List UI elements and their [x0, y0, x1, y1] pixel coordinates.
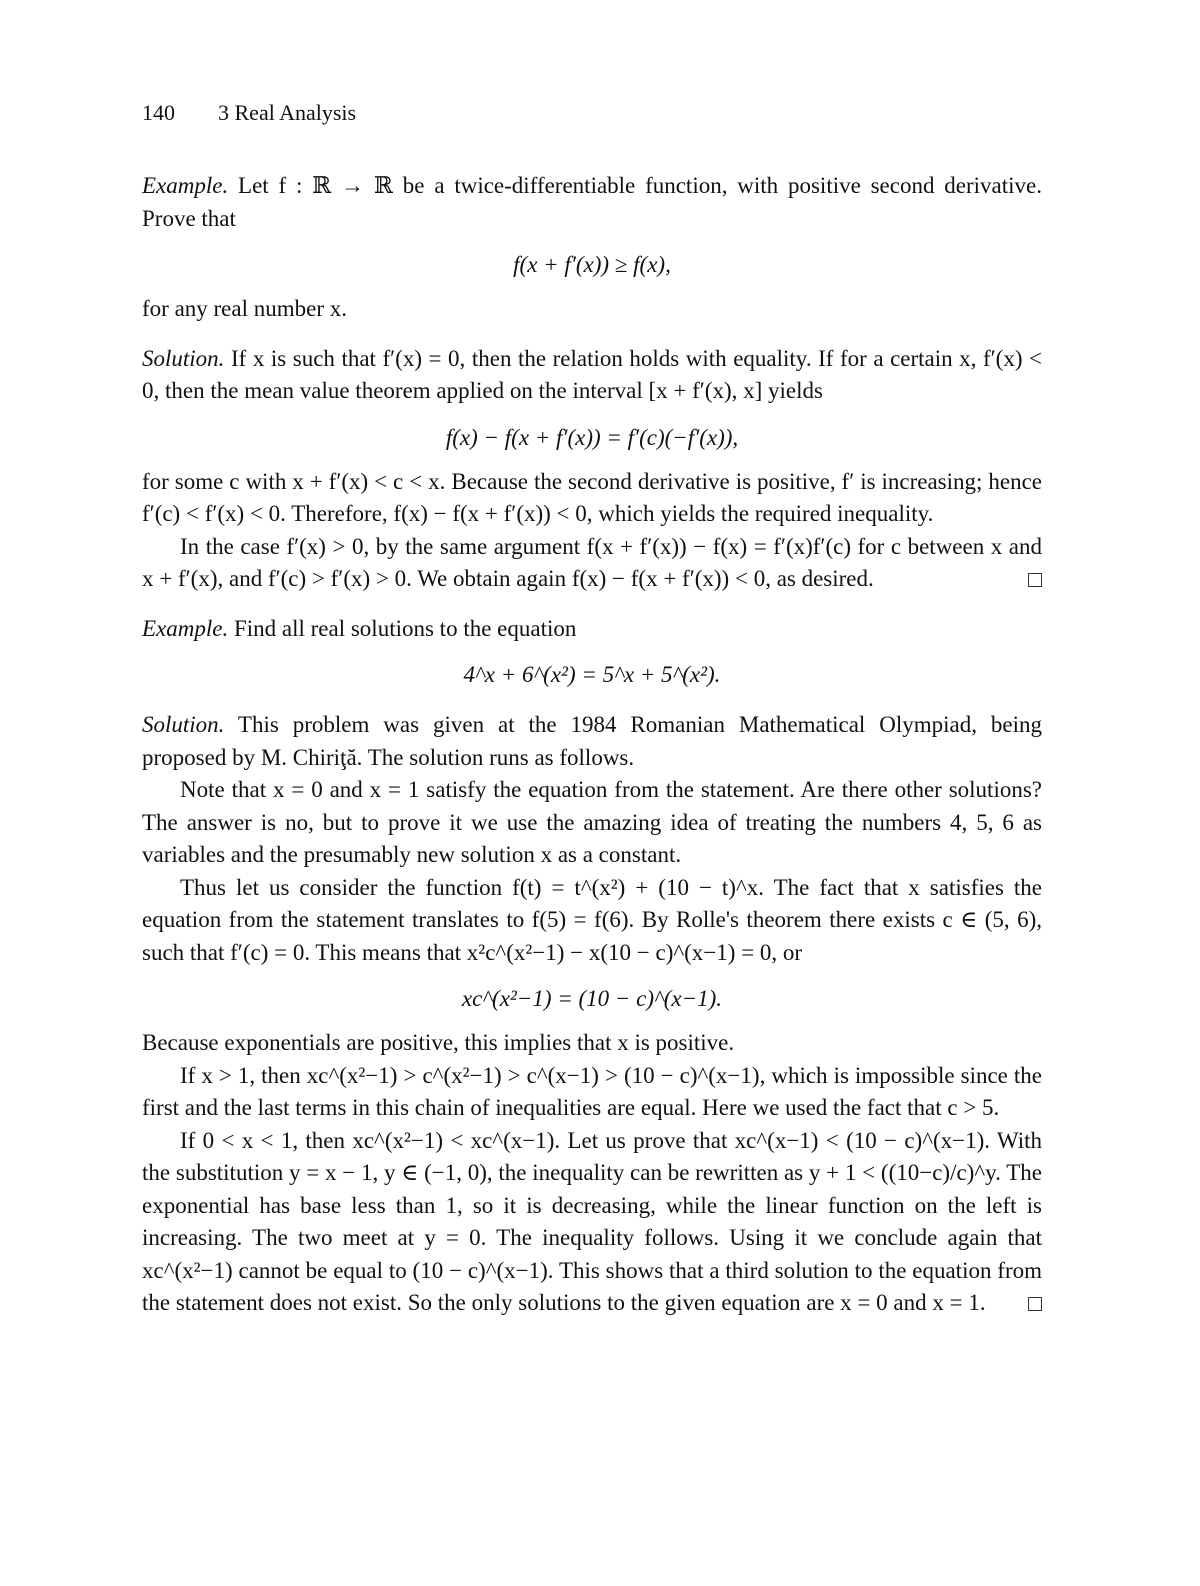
- example-2-statement: Example. Find all real solutions to the equation: [142, 615, 577, 641]
- solution-2-paragraph-3: Thus let us consider the function f(t) = t^(x²) + (10 − t)^x. The fact that x satisfies the equation from the statement translates to f(5) = f(6). By Rolle's theorem there exists c ∈ (5, 6), such that f′(c) = 0. This means that x²c^(x²−1) − x(10 − c)^(x−1) = 0, or: [142, 874, 1042, 965]
- example-2-display-formula: 4^x + 6^(x²) = 5^x + 5^(x²).: [463, 662, 721, 687]
- running-title: 3 Real Analysis: [218, 100, 357, 125]
- solution-2-paragraph-5: If x > 1, then xc^(x²−1) > c^(x²−1) > c^(x−1) > (10 − c)^(x−1), which is impossible since the first and the last terms in this chain of inequalities are equal. Here we used the fact that c > 5.: [142, 1062, 1042, 1120]
- solution-2-display-formula: xc^(x²−1) = (10 − c)^(x−1).: [461, 986, 723, 1011]
- example-label: Example.: [142, 173, 229, 198]
- page-number: 140: [142, 100, 175, 125]
- solution-2-paragraph-2: Note that x = 0 and x = 1 satisfy the equation from the statement. Are there other solutions? The answer is no, but to prove it we use the amazing idea of treating the numbers 4, 5, 6 as variables and the presumably new solution x as a constant.: [142, 777, 1042, 867]
- solution-1-paragraph-2: for some c with x + f′(x) < c < x. Because the second derivative is positive, f′ is increasing; hence f′(c) < f′(x) < 0. Therefore, f(x) − f(x + f′(x)) < 0, which yields the required inequality.: [142, 468, 1042, 526]
- example-label: Example.: [142, 615, 229, 641]
- solution-2-paragraph-4: Because exponentials are positive, this implies that x is positive.: [142, 1030, 735, 1055]
- solution-2-paragraph-6: If 0 < x < 1, then xc^(x²−1) < xc^(x−1). Let us prove that xc^(x−1) < (10 − c)^(x−1). With the substitution y = x − 1, y ∈ (−1, 0), the inequality can be rewritten as y + 1 < ((10−c)/c)^y. The exponential has base less than 1, so it is decreasing, while the linear function on the left is increasing. The two meet at y = 0. The inequality follows. Using it we conclude again that xc^(x²−1) cannot be equal to (10 − c)^(x−1). This shows that a third solution to the equation from the statement does not exist. So the only solutions to the given equation are x = 0 and x = 1. □: [142, 1125, 1042, 1320]
- qed-symbol: □: [1028, 567, 1042, 592]
- running-header: [142, 100, 1042, 126]
- example-1-display-formula: f(x + f′(x)) ≥ f(x),: [513, 252, 671, 277]
- solution-2-paragraph-1: Solution. This problem was given at the 1984 Romanian Mathematical Olympiad, being proposed by M. Chiriţă. The solution runs as follows.: [142, 712, 1042, 770]
- solution-label: Solution.: [142, 345, 225, 371]
- solution-1-paragraph-1: Solution. If x is such that f′(x) = 0, then the relation holds with equality. If for a certain x, f′(x) < 0, then the mean value theorem applied on the interval [x + f′(x), x] yields: [142, 345, 1042, 403]
- solution-1-paragraph-3: In the case f′(x) > 0, by the same argument f(x + f′(x)) − f(x) = f′(x)f′(c) for c between x and x + f′(x), and f′(c) > f′(x) > 0. We obtain again f(x) − f(x + f′(x)) < 0, as desired. □: [142, 531, 1042, 596]
- solution-1-display-formula: f(x) − f(x + f′(x)) = f′(c)(−f′(x)),: [445, 424, 739, 450]
- qed-symbol: □: [1028, 1291, 1042, 1316]
- example-1-statement: Example. Let f : ℝ → ℝ be a twice-differentiable function, with positive second derivative. Prove that: [142, 173, 1042, 231]
- example-1-closing: for any real number x.: [142, 296, 348, 321]
- solution-label: Solution.: [142, 712, 225, 737]
- book-page: [142, 100, 1042, 1321]
